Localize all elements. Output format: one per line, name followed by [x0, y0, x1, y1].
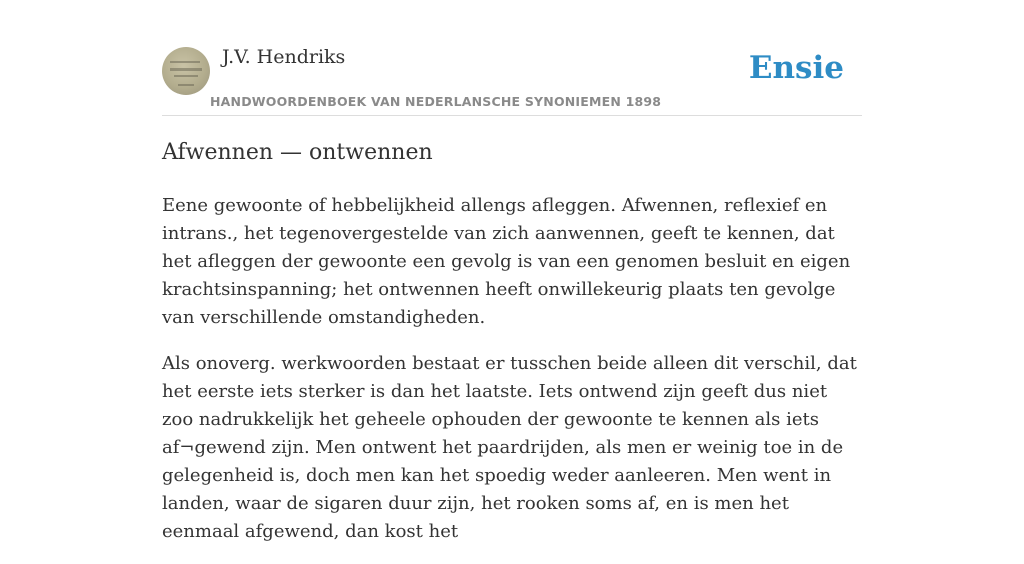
- page-header: [162, 44, 862, 116]
- cover-title-line: [174, 75, 198, 77]
- entry-title: Afwennen — ontwennen: [162, 140, 433, 165]
- entry-paragraph: Als onoverg. werkwoorden bestaat er tusschen beide alleen dit verschil, dat het eerste iets sterker is dan het laatste. Iets ontwend zijn geeft dus niet zoo nadrukkelijk het geheele ophouden der gewoonte te kennen als iets af¬gewend zijn. Men ontwent het paardrijden, als men er weinig toe in de gelegenheid is, doch men kan het spoedig weder aanleeren. Men went in landen, waar de sigaren duur zijn, het rooken soms af, en is men het eenmaal afgewend, dan kost het: [162, 353, 857, 542]
- book-cover-avatar[interactable]: [162, 47, 210, 95]
- entry-body: [162, 192, 862, 564]
- cover-title-line: [170, 61, 200, 63]
- site-logo[interactable]: Ensie: [748, 50, 844, 86]
- cover-title-line: [170, 68, 202, 71]
- cover-title-line: [178, 84, 194, 86]
- source-title[interactable]: HANDWOORDENBOEK VAN NEDERLANSCHE SYNONIEMEN 1898: [210, 94, 662, 109]
- author-name[interactable]: J.V. Hendriks: [222, 46, 346, 68]
- entry-paragraph: Eene gewoonte of hebbelijkheid allengs afleggen. Afwennen, reflexief en intrans., het tegenovergestelde van zich aanwennen, geeft te kennen, dat het afleggen der gewoonte een gevolg is van een genomen besluit en eigen krachtsinspanning; het ontwennen heeft onwillekeurig plaats ten gevolge van verschillende omstandigheden.: [162, 195, 851, 328]
